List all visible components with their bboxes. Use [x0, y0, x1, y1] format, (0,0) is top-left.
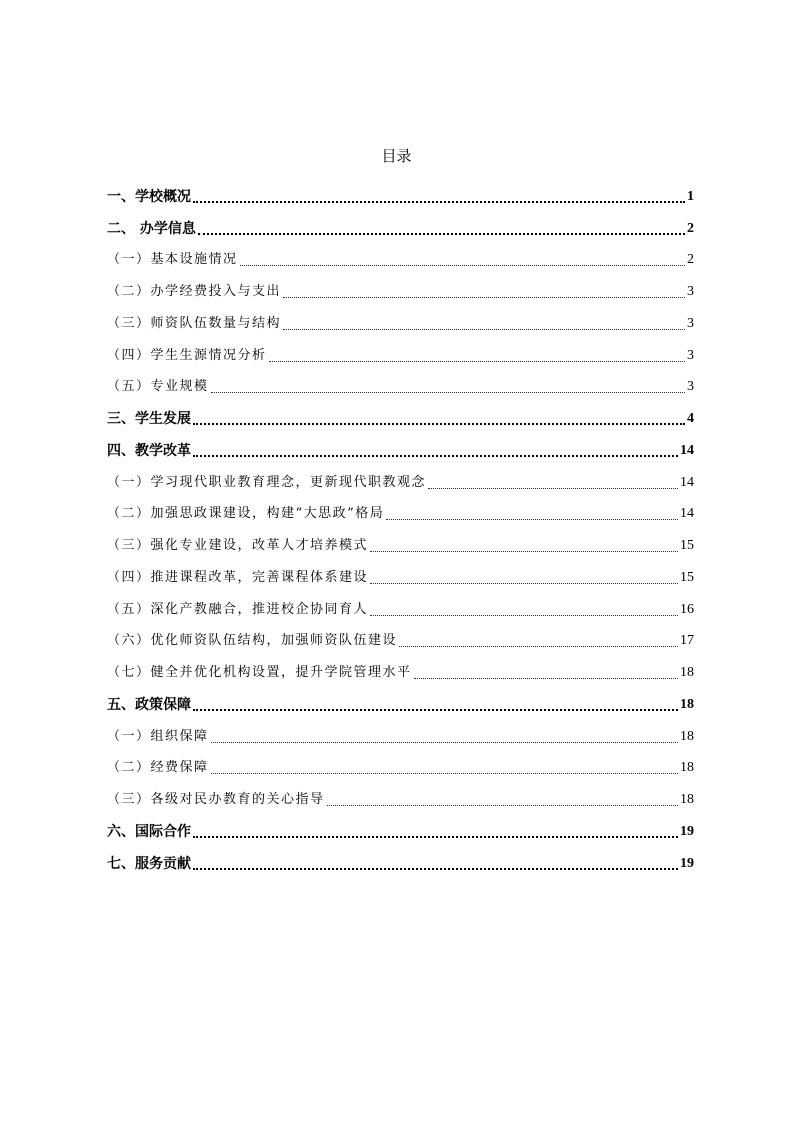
toc-entry-page-number: 16 — [680, 601, 694, 617]
toc-entry-label: （二）经费保障 — [107, 760, 209, 776]
toc-entry-label: （六）优化师资队伍结构，加强师资队伍建设 — [107, 633, 398, 649]
toc-entry-page-number: 17 — [680, 633, 694, 649]
toc-entry-label: （三）强化专业建设，改革人才培养模式 — [107, 538, 369, 553]
toc-section-entry[interactable] — [107, 431, 694, 463]
toc-entry-label: 四、教学改革 — [107, 442, 191, 459]
toc-entry-page-number: 14 — [680, 442, 694, 458]
toc-dot-leader — [370, 550, 678, 552]
toc-subsection-entry[interactable] — [107, 558, 694, 590]
toc-entry-page-number: 1 — [687, 188, 694, 204]
toc-entry-page-number: 3 — [687, 315, 694, 331]
toc-subsection-entry[interactable] — [107, 590, 694, 622]
toc-dot-leader — [370, 582, 678, 584]
toc-entry-page-number: 14 — [680, 506, 694, 522]
toc-entry-page-number: 2 — [687, 252, 694, 268]
toc-dot-leader — [193, 454, 678, 457]
toc-section-entry[interactable] — [107, 177, 694, 209]
toc-entry-page-number: 3 — [687, 284, 694, 299]
toc-entry-page-number: 3 — [687, 379, 694, 395]
toc-entry-label: （三）各级对民办教育的关心指导 — [107, 792, 325, 807]
toc-dot-leader — [211, 772, 678, 774]
toc-entry-label: 一、学校概况 — [107, 188, 191, 205]
toc-entry-label: （五）专业规模 — [107, 379, 209, 395]
toc-dot-leader — [283, 328, 685, 330]
toc-section-entry[interactable] — [107, 399, 694, 431]
toc-subsection-entry[interactable] — [107, 304, 694, 336]
toc-dot-leader — [386, 518, 678, 520]
table-of-contents — [107, 177, 694, 876]
toc-entry-page-number: 4 — [687, 411, 694, 426]
toc-dot-leader — [211, 391, 685, 393]
toc-section-entry[interactable] — [107, 685, 694, 717]
toc-dot-leader — [193, 867, 678, 870]
toc-entry-label: 六、国际合作 — [107, 823, 191, 840]
toc-dot-leader — [193, 835, 678, 838]
toc-subsection-entry[interactable] — [107, 368, 694, 400]
toc-entry-label: （四）推进课程改革，完善课程体系建设 — [107, 569, 369, 585]
toc-entry-label: （四）学生生源情况分析 — [107, 347, 267, 363]
toc-subsection-entry[interactable] — [107, 749, 694, 781]
toc-entry-page-number: 3 — [687, 347, 694, 363]
toc-dot-leader — [414, 677, 678, 679]
toc-title: 目录 — [381, 147, 412, 165]
toc-entry-page-number: 18 — [680, 728, 694, 744]
toc-subsection-entry[interactable] — [107, 495, 694, 527]
toc-entry-label: （二）加强思政课建设，构建“大思政”格局 — [107, 506, 385, 522]
toc-entry-page-number: 19 — [680, 855, 694, 871]
toc-entry-page-number: 14 — [680, 474, 694, 490]
toc-dot-leader — [283, 296, 685, 298]
toc-entry-label: （二）办学经费投入与支出 — [107, 284, 282, 299]
toc-dot-leader — [240, 264, 685, 266]
toc-dot-leader — [370, 614, 678, 616]
toc-entry-label: 二、 办学信息 — [107, 220, 196, 237]
toc-entry-page-number: 15 — [680, 538, 694, 553]
toc-entry-label: （三）师资队伍数量与结构 — [107, 315, 282, 331]
toc-entry-page-number: 18 — [680, 792, 694, 807]
toc-entry-label: 三、学生发展 — [107, 411, 191, 427]
toc-entry-label: （七）健全并优化机构设置，提升学院管理水平 — [107, 665, 412, 680]
toc-dot-leader — [428, 487, 678, 489]
toc-dot-leader — [211, 741, 678, 743]
toc-subsection-entry[interactable] — [107, 653, 694, 685]
toc-dot-leader — [193, 422, 685, 425]
toc-dot-leader — [327, 804, 678, 806]
toc-entry-page-number: 18 — [680, 665, 694, 680]
toc-entry-label: （一）基本设施情况 — [107, 252, 238, 268]
toc-entry-page-number: 2 — [687, 220, 694, 236]
toc-dot-leader — [399, 645, 678, 647]
toc-subsection-entry[interactable] — [107, 241, 694, 273]
toc-section-entry[interactable] — [107, 844, 694, 876]
toc-entry-label: 五、政策保障 — [107, 696, 191, 713]
toc-entry-label: （五）深化产教融合，推进校企协同育人 — [107, 601, 369, 617]
toc-entry-page-number: 15 — [680, 569, 694, 585]
toc-subsection-entry[interactable] — [107, 336, 694, 368]
toc-section-entry[interactable] — [107, 209, 694, 241]
toc-subsection-entry[interactable] — [107, 463, 694, 495]
toc-dot-leader — [193, 708, 678, 711]
toc-entry-page-number: 19 — [680, 823, 694, 839]
toc-dot-leader — [193, 200, 685, 203]
toc-entry-page-number: 18 — [680, 696, 694, 712]
toc-subsection-entry[interactable] — [107, 622, 694, 654]
toc-entry-label: （一）学习现代职业教育理念，更新现代职教观念 — [107, 474, 427, 490]
toc-dot-leader — [198, 232, 685, 235]
toc-subsection-entry[interactable] — [107, 780, 694, 812]
toc-subsection-entry[interactable] — [107, 272, 694, 304]
toc-subsection-entry[interactable] — [107, 717, 694, 749]
toc-dot-leader — [269, 360, 685, 362]
toc-entry-page-number: 18 — [680, 760, 694, 776]
toc-entry-label: 七、服务贡献 — [107, 855, 191, 872]
toc-section-entry[interactable] — [107, 812, 694, 844]
toc-entry-label: （一）组织保障 — [107, 728, 209, 744]
toc-subsection-entry[interactable] — [107, 526, 694, 558]
